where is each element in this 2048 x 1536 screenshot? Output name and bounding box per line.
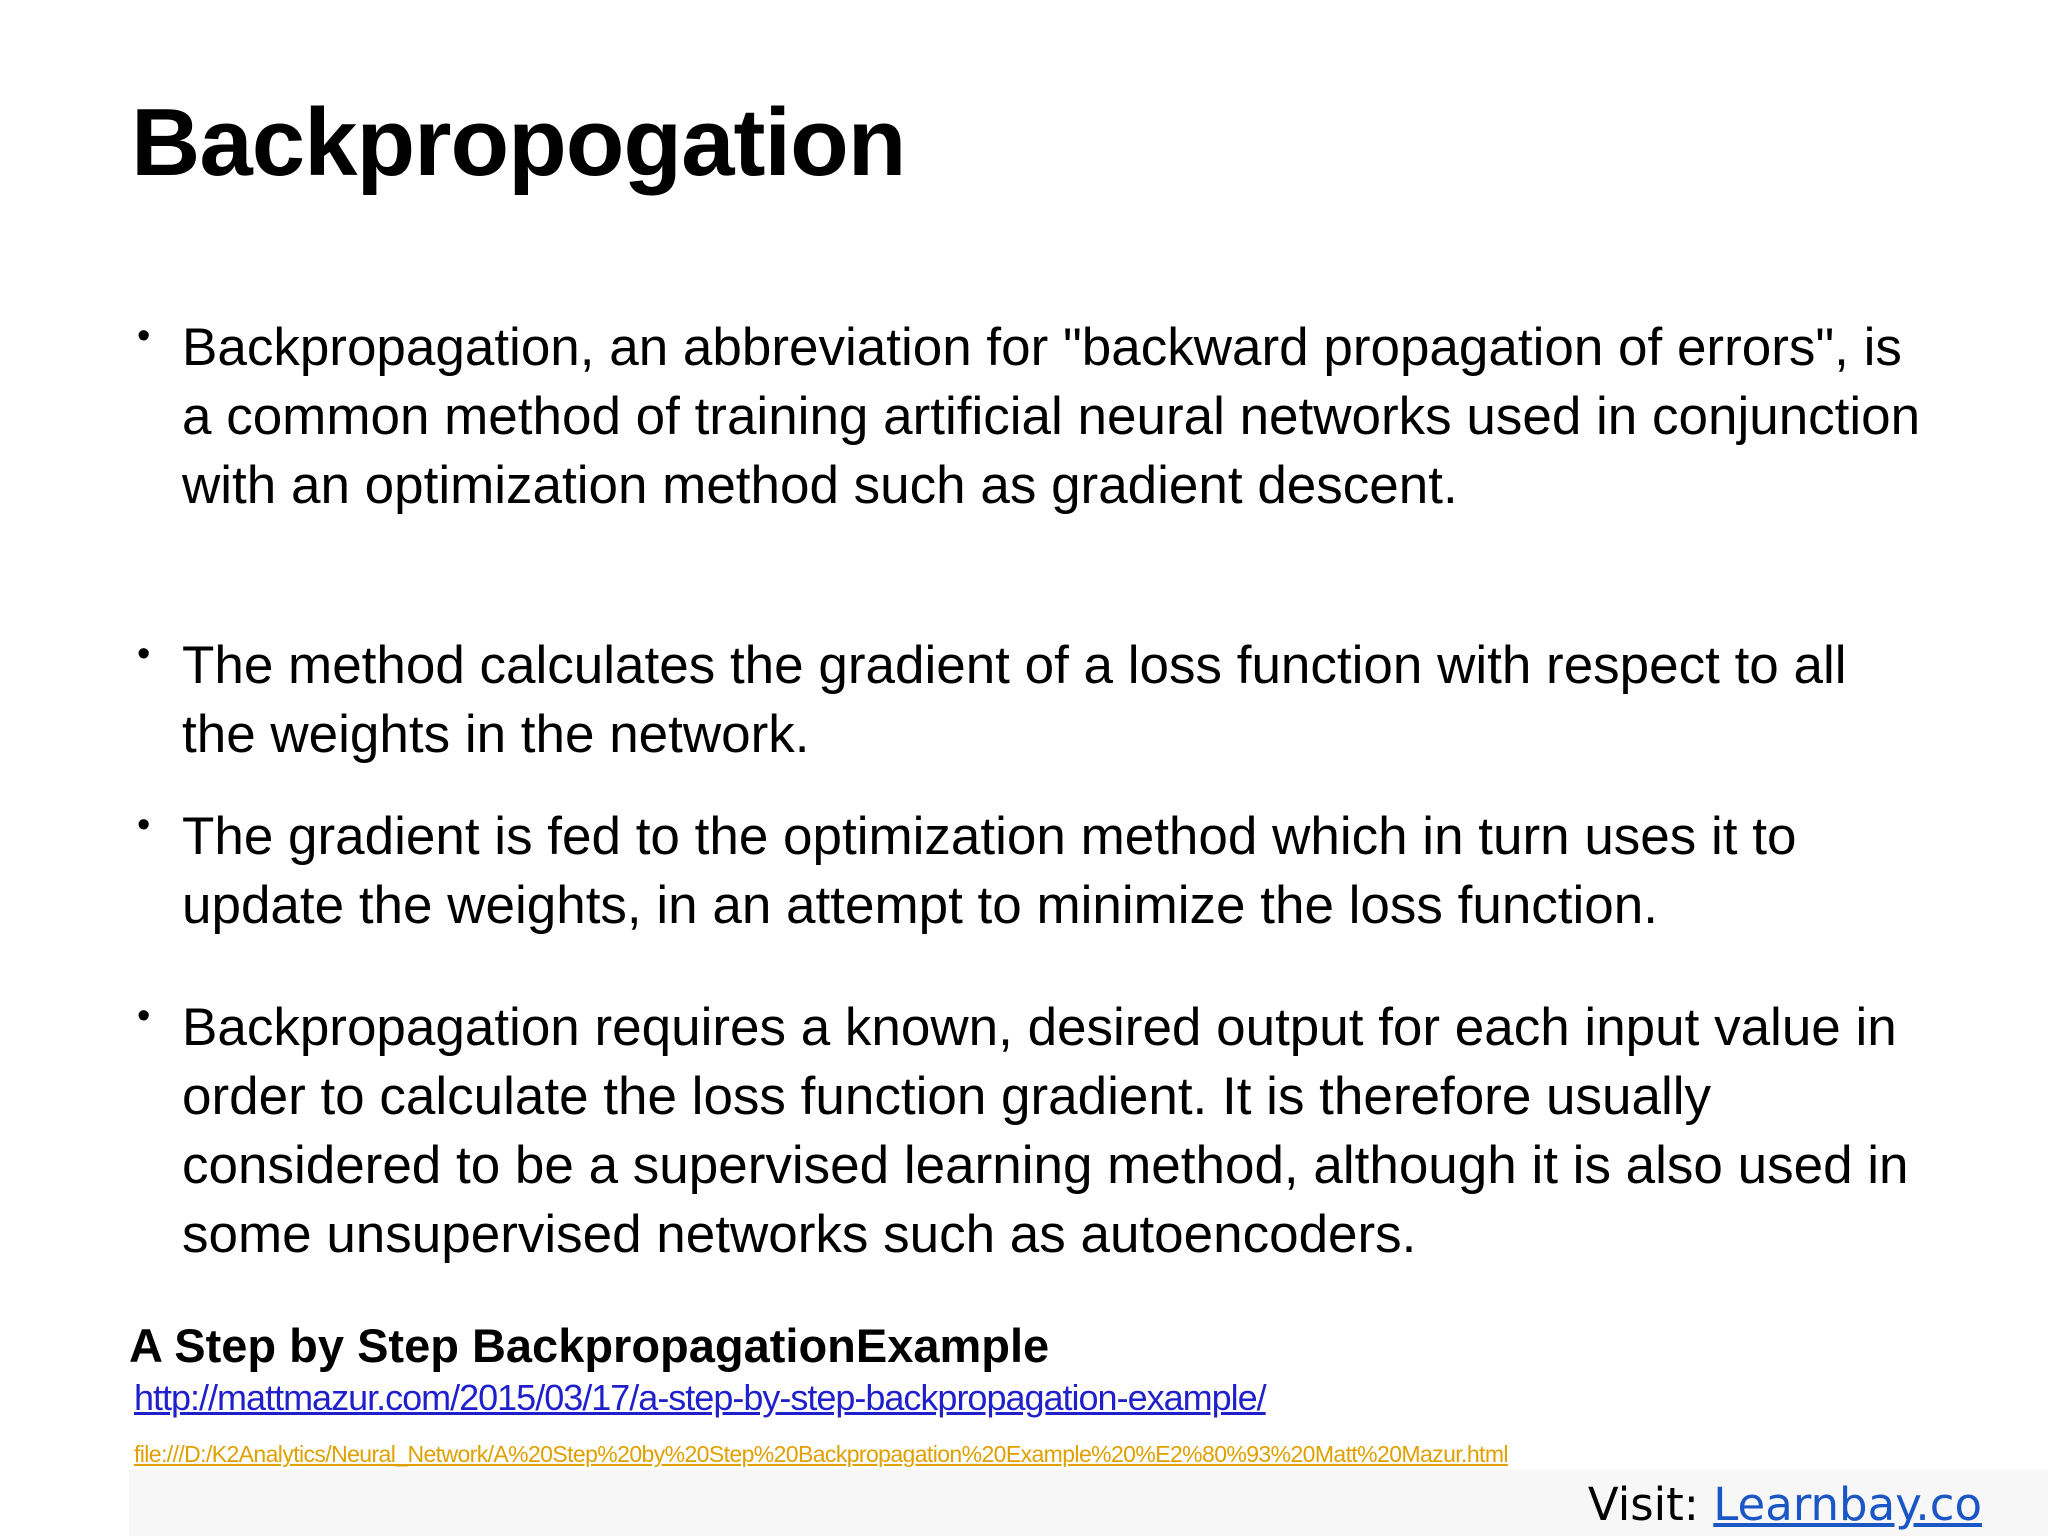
bullet-icon: • — [137, 995, 151, 1037]
bullet-text: Backpropagation requires a known, desired output for each input value in order to calculate the loss function gradient. It is therefore usually considered to be a supervised learning method, although it is also used in some unsupervised networks such as autoencoders. — [182, 998, 1909, 1264]
bullet-icon: • — [137, 633, 151, 675]
bullet-text: The method calculates the gradient of a loss function with respect to all the weights in the network. — [182, 636, 1847, 764]
bullet-item — [131, 993, 1931, 1269]
bullet-icon: • — [137, 804, 151, 846]
reference-heading: A Step by Step BackpropagationExample — [129, 1319, 1050, 1372]
bullet-item — [131, 802, 1931, 940]
reference-url-link[interactable]: http://mattmazur.com/2015/03/17/a-step-by-step-backpropagation-example/ — [134, 1377, 1266, 1418]
bullet-text: Backpropagation, an abbreviation for "backward propagation of errors", is a common method of training artificial neural networks used in conjunction with an optimization method such as gradient descent. — [182, 318, 1921, 515]
bullet-item — [131, 313, 1931, 520]
bullet-item — [131, 631, 1931, 769]
bullet-icon: • — [137, 315, 151, 357]
reference-file-link[interactable]: file:///D:/K2Analytics/Neural_Network/A%20Step%20by%20Step%20Backpropagation%20Example%20%E2%80%93%20Matt%20Mazur.html — [134, 1441, 1508, 1467]
bullet-text: The gradient is fed to the optimization method which in turn uses it to update the weights, in an attempt to minimize the loss function. — [182, 807, 1797, 935]
learnbay-link[interactable]: Learnbay.co — [1713, 1478, 1982, 1531]
visit-label: Visit: — [1587, 1478, 1714, 1531]
slide-title: Backpropogation — [131, 89, 906, 196]
footer-visit — [1588, 1476, 1982, 1534]
